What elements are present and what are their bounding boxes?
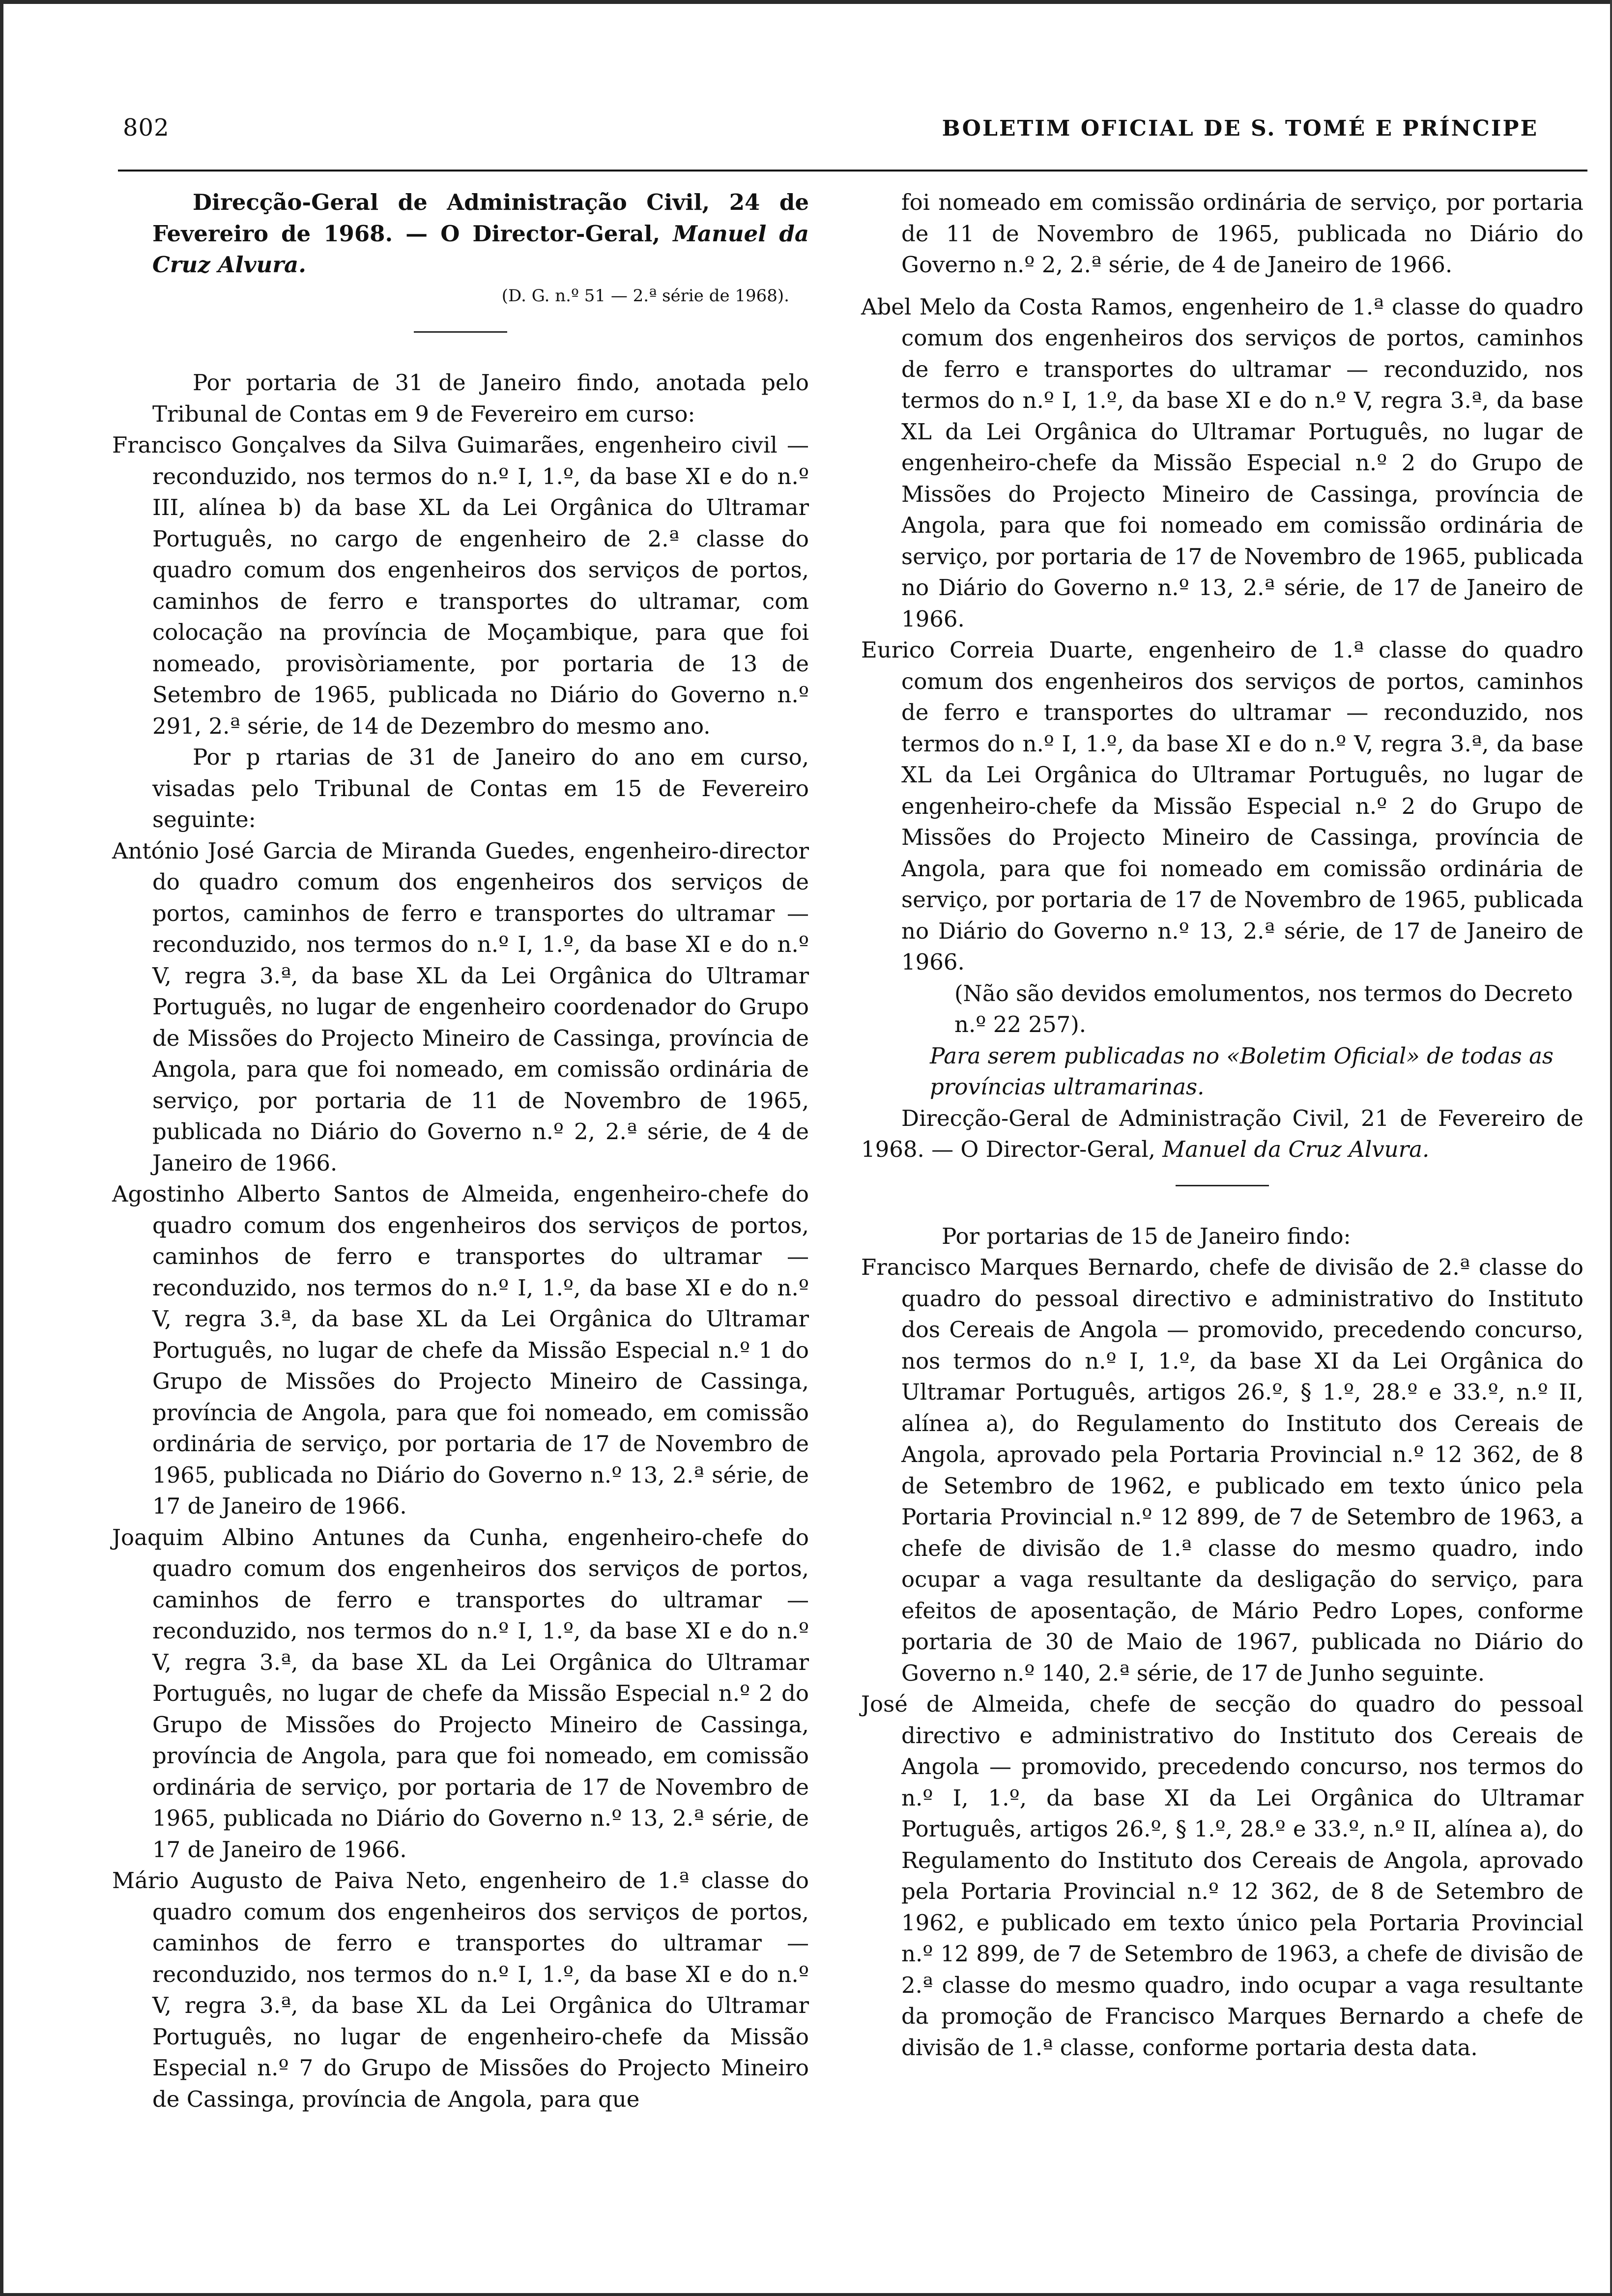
entry-francisco-marques: Francisco Marques Bernardo, chefe de divisão de 2.ª classe do quadro do pessoal directivo e administrativo do Instituto dos Cereais de Angola — promovido, precedendo concurso, nos termos do n.º I, 1.º, da base XI da Lei Orgânica do Ultramar Português, artigos 26.º, § 1.º, 28.º e 33.º, n.º II, alínea a), do Regulamento do Instituto dos Cereais de Angola, aprovado pela Portaria Provincial n.º 12 362, de 8 de Setembro de 1962, e publicado em texto único pela Portaria Provincial n.º 12 899, de 7 de Setembro de 1963, a chefe de divisão de 1.ª classe do mesmo quadro, indo ocupar a vaga resultante da desligação do serviço, para efeitos de aposentação, de Mário Pedro Lopes, conforme portaria de 30 de Maio de 1967, publicada no Diário do Governo n.º 140, 2.ª série, de 17 de Junho seguinte. [861, 1254, 1583, 1686]
journal-title: BOLETIM OFICIAL DE S. TOMÉ E PRÍNCIPE [942, 116, 1538, 141]
scan-border-right [1610, 0, 1612, 2296]
entry-agostinho-alberto: Agostinho Alberto Santos de Almeida, engenheiro-chefe do quadro comum dos engenheiros dos serviços de portos, caminhos de ferro e transportes do ultramar — reconduzido, nos termos do n.º I, 1.º, da base XI e do n.º V, regra 3.ª, da base XL da Lei Orgânica do Ultramar Português, no lugar de chefe da Missão Especial n.º 1 do Grupo de Missões do Projecto Mineiro de Cassinga, província de Angola, para que foi nomeado, em comissão ordinária de serviço, por portaria de 17 de Novembro de 1965, publicada no Diário do Governo n.º 13, 2.ª série, de 17 de Janeiro de 1966. [112, 1181, 809, 1519]
separator [414, 331, 507, 333]
entry-eurico-correia: Eurico Correia Duarte, engenheiro de 1.ª classe do quadro comum dos engenheiros dos serviços de portos, caminhos de ferro e transportes do ultramar — reconduzido, nos termos do n.º I, 1.º, da base XI e do n.º V, regra 3.ª, da base XL da Lei Orgânica do Ultramar Português, no lugar de engenheiro-chefe da Missão Especial n.º 2 do Grupo de Missões do Projecto Mineiro de Cassinga, província de Angola, para que foi nomeado em comissão ordinária de serviço, por portaria de 17 de Novembro de 1965, publicada no Diário do Governo n.º 13, 2.ª série, de 17 de Janeiro de 1966. [861, 637, 1583, 975]
top-signature-signer: Manuel da Cruz Alvura. [152, 220, 809, 278]
left-column [112, 187, 809, 2267]
closing-signature [861, 1103, 1583, 1165]
portaria-intro: Por p rtarias de 31 de Janeiro do ano em curso, visadas pelo Tribunal de Contas em 15 de Fevereiro seguinte: [152, 744, 809, 832]
top-signature-text: Direcção-Geral de Administração Civil, 24 de Fevereiro de 1968. — O Director-Geral, [152, 189, 809, 247]
scan-border-left [0, 0, 3, 2296]
entry-francisco-goncalves: Francisco Gonçalves da Silva Guimarães, engenheiro civil — reconduzido, nos termos do n.º I, 1.º, da base XI e do n.º III, alínea b) da base XL da Lei Orgânica do Ultramar Português, no cargo de engenheiro de 2.ª classe do quadro comum dos engenheiros dos serviços de portos, caminhos de ferro e transportes do ultramar, com colocação na província de Moçambique, para que foi nomeado, provisòriamente, por portaria de 13 de Setembro de 1965, publicada no Diário do Governo n.º 291, 2.ª série, de 14 de Dezembro do mesmo ano. [112, 432, 809, 739]
closing-signature-signer: Manuel da Cruz Alvura. [1162, 1136, 1430, 1162]
entry-abel-melo: Abel Melo da Costa Ramos, engenheiro de 1.ª classe do quadro comum dos engenheiros dos serviços de portos, caminhos de ferro e transportes do ultramar — reconduzido, nos termos do n.º I, 1.º, da base XI e do n.º V, regra 3.ª, da base XL da Lei Orgânica do Ultramar Português, no lugar de engenheiro-chefe da Missão Especial n.º 2 do Grupo de Missões do Projecto Mineiro de Cassinga, província de Angola, para que foi nomeado em comissão ordinária de serviço, por portaria de 17 de Novembro de 1965, publicada no Diário do Governo n.º 13, 2.ª série, de 17 de Janeiro de 1966. [861, 293, 1583, 632]
closing-signature-text: Direcção-Geral de Administração Civil, 21 de Fevereiro de 1968. — O Director-Geral, [861, 1105, 1583, 1162]
emolumentos-note: (Não são devidos emolumentos, nos termos do Decreto n.º 22 257). [954, 980, 1573, 1037]
top-citation: (D. G. n.º 51 — 2.ª série de 1968). [501, 286, 789, 306]
publication-note: Para serem publicadas no «Boletim Oficial» de todas as províncias ultramarinas. [930, 1042, 1554, 1100]
entry-joaquim-albino: Joaquim Albino Antunes da Cunha, engenheiro-chefe do quadro comum dos engenheiros dos serviços de portos, caminhos de ferro e transportes do ultramar — reconduzido, nos termos do n.º I, 1.º, da base XI e do n.º V, regra 3.ª, da base XL da Lei Orgânica do Ultramar Português, no lugar de chefe da Missão Especial n.º 2 do Grupo de Missões do Projecto Mineiro de Cassinga, província de Angola, para que foi nomeado, em comissão ordinária de serviço, por portaria de 17 de Novembro de 1965, publicada no Diário do Governo n.º 13, 2.ª série, de 17 de Janeiro de 1966. [112, 1524, 809, 1863]
top-signature [112, 187, 809, 281]
entry-antonio-jose: António José Garcia de Miranda Guedes, engenheiro-director do quadro comum dos engenheiros dos serviços de portos, caminhos de ferro e transportes do ultramar — reconduzido, nos termos do n.º I, 1.º, da base XI e do n.º V, regra 3.ª, da base XL da Lei Orgânica do Ultramar Português, no lugar de engenheiro coordenador do Grupo de Missões do Projecto Mineiro de Cassinga, província de Angola, para que foi nomeado, em comissão ordinária de serviço, por portaria de 11 de Novembro de 1965, publicada no Diário do Governo n.º 2, 2.ª série, de 4 de Janeiro de 1966. [112, 837, 809, 1176]
scan-border-top [0, 0, 1612, 4]
header-rule [118, 170, 1587, 172]
portaria-intro: Por portaria de 31 de Janeiro findo, anotada pelo Tribunal de Contas em 9 de Fevereiro em curso: [152, 370, 809, 427]
right-column [861, 187, 1583, 2267]
separator [1176, 1185, 1269, 1186]
entry-jose-almeida: José de Almeida, chefe de secção do quadro do pessoal directivo e administrativo do Instituto dos Cereais de Angola — promovido, precedendo concurso, nos termos do n.º I, 1.º, da base XI da Lei Orgânica do Ultramar Português, artigos 26.º, § 1.º, 28.º e 33.º, n.º II, alínea a), do Regulamento do Instituto dos Cereais de Angola, aprovado pela Portaria Provincial n.º 12 362, de 8 de Setembro de 1962, e publicado em texto único pela Portaria Provincial n.º 12 899, de 7 de Setembro de 1963, a chefe de divisão de 2.ª classe do mesmo quadro, indo ocupar a vaga resultante da promoção de Francisco Marques Bernardo a chefe de divisão de 1.ª classe, conforme portaria desta data. [861, 1691, 1583, 2061]
entry-mario-continued: foi nomeado em comissão ordinária de serviço, por portaria de 11 de Novembro de 1965, publicada no Diário do Governo n.º 2, 2.ª série, de 4 de Janeiro de 1966. [901, 189, 1583, 278]
scan-border-bottom [0, 2293, 1612, 2296]
entry-mario-augusto: Mário Augusto de Paiva Neto, engenheiro de 1.ª classe do quadro comum dos engenheiros dos serviços de portos, caminhos de ferro e transportes do ultramar — reconduzido, nos termos do n.º I, 1.º, da base XI e do n.º V, regra 3.ª, da base XL da Lei Orgânica do Ultramar Português, no lugar de engenheiro-chefe da Missão Especial n.º 7 do Grupo de Missões do Projecto Mineiro de Cassinga, província de Angola, para que [112, 1867, 809, 2112]
portaria-intro: Por portarias de 15 de Janeiro findo: [942, 1223, 1351, 1249]
page-number: 802 [123, 114, 170, 142]
